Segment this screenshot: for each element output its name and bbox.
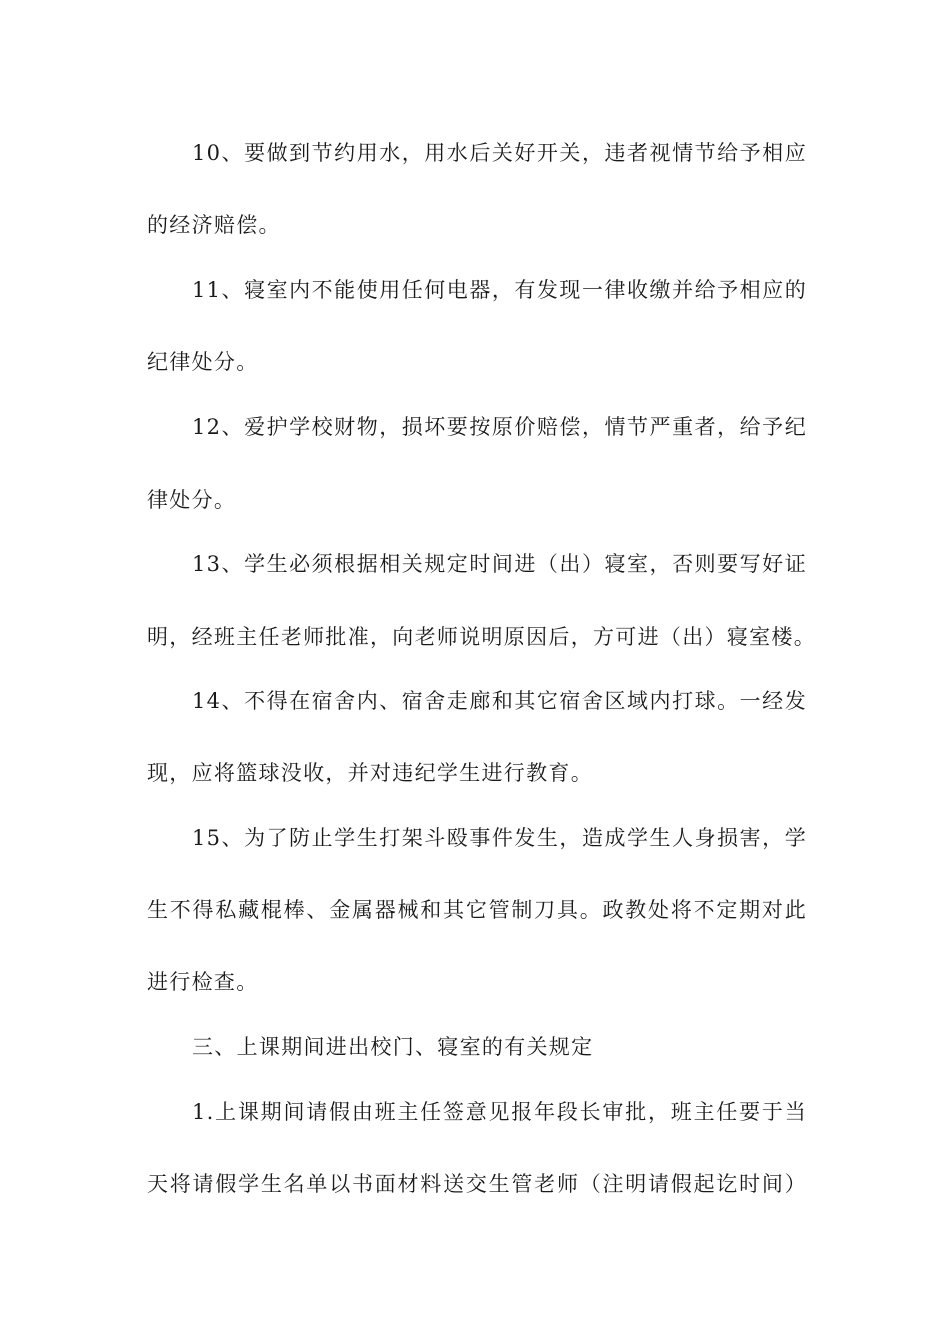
rule-15-line-2: 生不得私藏棍棒、金属器械和其它管制刀具。政教处将不定期对此 xyxy=(147,898,807,922)
rule-12-line-2: 律处分。 xyxy=(147,488,237,512)
rule-10-line-1: 10、要做到节约用水，用水后关好开关，违者视情节给予相应 xyxy=(192,141,807,165)
rule-11-line-1: 11、寝室内不能使用任何电器，有发现一律收缴并给予相应的 xyxy=(192,278,807,302)
rule-14-line-2: 现，应将篮球没收，并对违纪学生进行教育。 xyxy=(147,761,593,785)
section-three-item-1-line-1: 1.上课期间请假由班主任签意见报年段长审批，班主任要于当 xyxy=(192,1100,807,1124)
rule-13-line-2: 明，经班主任老师批准，向老师说明原因后，方可进（出）寝室楼。 xyxy=(147,625,816,649)
rule-13-line-1: 13、学生必须根据相关规定时间进（出）寝室，否则要写好证 xyxy=(192,552,807,576)
rule-15-line-1: 15、为了防止学生打架斗殴事件发生，造成学生人身损害，学 xyxy=(192,826,807,850)
section-three-item-1-line-2: 天将请假学生名单以书面材料送交生管老师（注明请假起讫时间） xyxy=(147,1172,807,1196)
rule-11-line-2: 纪律处分。 xyxy=(147,350,259,374)
section-three-heading: 三、上课期间进出校门、寝室的有关规定 xyxy=(192,1035,594,1059)
rule-12-line-1: 12、爱护学校财物，损坏要按原价赔偿，情节严重者，给予纪 xyxy=(192,415,807,439)
rule-14-line-1: 14、不得在宿舍内、宿舍走廊和其它宿舍区域内打球。一经发 xyxy=(192,689,807,713)
rule-10-line-2: 的经济赔偿。 xyxy=(147,213,281,237)
rule-15-line-3: 进行检查。 xyxy=(147,970,259,994)
